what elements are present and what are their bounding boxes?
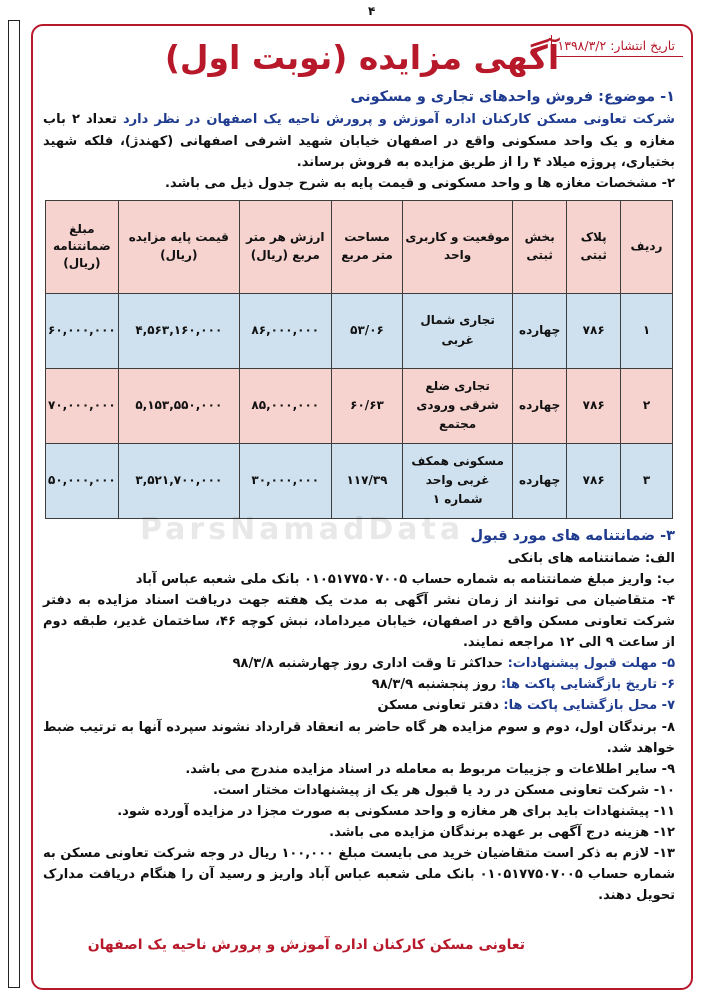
- cell-plaque: ۷۸۶: [567, 443, 621, 518]
- cell-section: چهارده: [512, 443, 566, 518]
- cell-guarantee: ۷۰,۰۰۰,۰۰۰: [46, 368, 119, 443]
- section-7-value: دفتر تعاونی مسکن: [377, 698, 504, 714]
- cell-area: ۶۰/۶۳: [331, 368, 403, 443]
- item-10: ۱۰- شرکت تعاونی مسکن در رد یا قبول هر یک از پیشنهادات مختار است.: [212, 782, 675, 798]
- cell-location: تجاری ضلع شرقی ورودی مجتمع: [403, 368, 513, 443]
- cell-location: مسکونی همکف غربی واحد شماره ۱: [403, 443, 513, 518]
- header-location: موقعیت و کاربری واحد: [403, 200, 513, 293]
- table-row: [46, 368, 673, 443]
- section-3-a: الف: ضمانتنامه های بانکی: [507, 551, 675, 567]
- section-4-text: ۴- متقاضیان می توانند از زمان نشر آگهی به مدت یک هفته جهت دریافت اسناد مزایده به دفتر شرکت تعاونی مسکن واقع در اصفهان، خیابان میرداماد، نبش کوچه ۴۶، ساختمان غدیر، طبقه دوم از ساعت ۹ الی ۱۲ مراجعه نمایند.: [43, 593, 675, 651]
- section-5-label: ۵- مهلت قبول پیشنهادات:: [507, 656, 675, 672]
- cell-plaque: ۷۸۶: [567, 368, 621, 443]
- section-1-heading: ۱- موضوع: فروش واحدهای تجاری و مسکونی: [350, 89, 675, 105]
- cell-plaque: ۷۸۶: [567, 293, 621, 368]
- table-row: [46, 443, 673, 518]
- item-9: ۹- سایر اطلاعات و جزییات مربوط به معامله در اسناد مزایده مندرج می باشد.: [185, 761, 675, 777]
- notice-title: آگهی مزایده (نوبت اول): [164, 38, 560, 77]
- cell-section: چهارده: [512, 368, 566, 443]
- cell-price-per-meter: ۳۰,۰۰۰,۰۰۰: [239, 443, 331, 518]
- header-row-number: ردیف: [620, 200, 672, 293]
- cell-guarantee: ۶۰,۰۰۰,۰۰۰: [46, 293, 119, 368]
- watermark: ParsNamadData: [140, 512, 465, 547]
- section-3-b: ب: واریز مبلغ ضمانتنامه به شماره حساب ۰۱۰۵۱۷۷۵۰۷۰۰۵ بانک ملی شعبه عباس آباد: [135, 572, 675, 588]
- section-5-value: حداکثر تا وقت اداری روز چهارشنبه ۹۸/۳/۸: [232, 656, 508, 672]
- footer-signature: تعاونی مسکن کارکنان اداره آموزش و پرورش ناحیه یک اصفهان: [87, 937, 525, 953]
- item-8: ۸- برندگان اول، دوم و سوم مزایده هر گاه حاضر به انعقاد قرارداد نشوند سپرده آنها به ترتیب ضبط خواهد شد.: [43, 719, 675, 756]
- section-1-text: تعداد ۲ باب مغازه و یک واحد مسکونی واقع در اصفهان خیابان شهید اشرفی اصفهانی (کهندژ)، فلکه شهید بختیاری، پروژه میلاد ۴ را از طریق مزایده به فروش برساند.: [43, 112, 675, 170]
- cell-row-number: ۳: [620, 443, 672, 518]
- cell-price-per-meter: ۸۶,۰۰۰,۰۰۰: [239, 293, 331, 368]
- header-base-price: قیمت پایه مزایده (ریال): [118, 200, 239, 293]
- section-6-value: روز پنجشنبه ۹۸/۳/۹: [371, 677, 501, 693]
- section-6-label: ۶- تاریخ بازگشایی پاکت ها:: [500, 677, 675, 693]
- cell-area: ۵۳/۰۶: [331, 293, 403, 368]
- header-area: مساحت متر مربع: [331, 200, 403, 293]
- section-6: [43, 674, 675, 695]
- cell-row-number: ۱: [620, 293, 672, 368]
- item-12: ۱۲- هزینه درج آگهی بر عهده برندگان مزایده می باشد.: [329, 824, 675, 840]
- properties-table: [45, 200, 673, 519]
- cell-base-price: ۳,۵۲۱,۷۰۰,۰۰۰: [118, 443, 239, 518]
- table-row: [46, 293, 673, 368]
- section-2-text: ۲- مشخصات مغازه ها و واحد مسکونی و قیمت پایه به شرح جدول ذیل می باشد.: [165, 175, 675, 191]
- cell-base-price: ۵,۱۵۳,۵۵۰,۰۰۰: [118, 368, 239, 443]
- item-13: ۱۳- لازم به ذکر است متقاضیان خرید می بایست مبلغ ۱۰۰,۰۰۰ ریال در وجه شرکت تعاونی مسکن به شماره حساب ۰۱۰۵۱۷۷۵۰۷۰۰۵ بانک ملی شعبه عباس آباد واریز و رسید آن را هنگام دریافت مدارک تحویل دهند.: [43, 845, 675, 903]
- header-section: بخش ثبتی: [512, 200, 566, 293]
- section-1-org: شرکت تعاونی مسکن کارکنان اداره آموزش و پرورش ناحیه یک اصفهان در نظر دارد: [122, 112, 675, 128]
- cell-price-per-meter: ۸۵,۰۰۰,۰۰۰: [239, 368, 331, 443]
- left-margin-bar: [8, 20, 20, 988]
- cell-location: تجاری شمال غربی: [403, 293, 513, 368]
- notice-body: [43, 86, 675, 906]
- cell-area: ۱۱۷/۳۹: [331, 443, 403, 518]
- table-header-row: [46, 200, 673, 293]
- cell-row-number: ۲: [620, 368, 672, 443]
- header-guarantee: مبلغ ضمانتنامه (ریال): [46, 200, 119, 293]
- cell-section: چهارده: [512, 293, 566, 368]
- section-1-paragraph: [43, 109, 675, 172]
- section-3-heading: ۳- ضمانتنامه های مورد قبول: [470, 527, 675, 544]
- header-plaque: پلاک ثبتی: [567, 200, 621, 293]
- cell-base-price: ۴,۵۶۳,۱۶۰,۰۰۰: [118, 293, 239, 368]
- section-7: [43, 695, 675, 716]
- cell-guarantee: ۵۰,۰۰۰,۰۰۰: [46, 443, 119, 518]
- item-11: ۱۱- پیشنهادات باید برای هر مغازه و واحد مسکونی به صورت مجزا در مزایده آورده شود.: [117, 803, 675, 819]
- header-price-per-meter: ارزش هر متر مربع (ریال): [239, 200, 331, 293]
- section-7-label: ۷- محل بازگشایی پاکت ها:: [503, 698, 675, 714]
- publication-date: تاریخ انتشار: ۱۳۹۸/۳/۲: [551, 35, 683, 57]
- section-5: [43, 653, 675, 674]
- notice-frame: [31, 24, 693, 990]
- top-mark: ۴: [368, 4, 376, 18]
